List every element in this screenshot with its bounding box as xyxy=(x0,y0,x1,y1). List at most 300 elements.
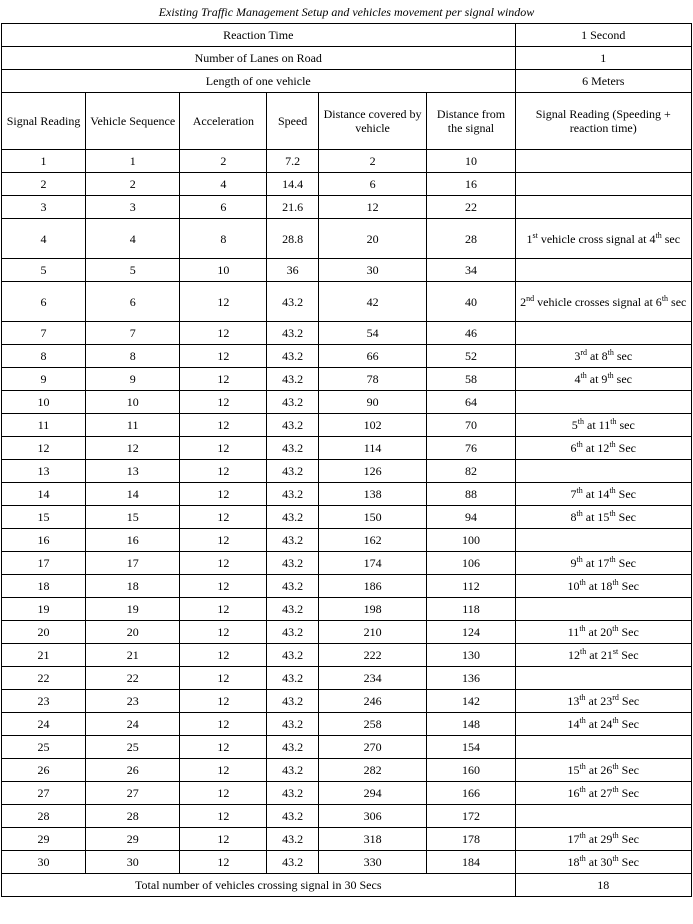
note-text: Sec xyxy=(615,441,636,455)
cell-speed: 28.8 xyxy=(267,219,318,259)
cell-speed: 43.2 xyxy=(267,322,318,345)
header-vehicle-sequence: Vehicle Sequence xyxy=(86,93,180,150)
note-text: at 11 xyxy=(584,418,611,432)
total-label: Total number of vehicles crossing signal in 30 Secs xyxy=(2,874,516,897)
table-row xyxy=(2,621,692,644)
note-ordinal-suffix: th xyxy=(579,831,586,840)
cell-speed: 43.2 xyxy=(267,552,318,575)
cell-acceleration: 12 xyxy=(180,736,267,759)
cell-acceleration: 12 xyxy=(180,759,267,782)
cell-distance-from-signal: 70 xyxy=(427,414,515,437)
note-text: 2 xyxy=(520,294,527,309)
cell-distance-covered: 6 xyxy=(318,173,427,196)
note-ordinal-suffix: th xyxy=(607,371,614,380)
table-row xyxy=(2,196,692,219)
cell-vehicle-sequence: 15 xyxy=(86,506,180,529)
cell-speed: 43.2 xyxy=(267,851,318,874)
cell-crossing-note xyxy=(515,782,691,805)
note-ordinal-suffix: th xyxy=(612,762,619,771)
cell-distance-from-signal: 178 xyxy=(427,828,515,851)
cell-crossing-note xyxy=(515,805,691,828)
cell-distance-covered: 78 xyxy=(318,368,427,391)
cell-speed: 43.2 xyxy=(267,621,318,644)
cell-signal-reading: 12 xyxy=(2,437,86,460)
cell-signal-reading: 18 xyxy=(2,575,86,598)
note-ordinal-suffix: rd xyxy=(612,693,619,702)
note-ordinal-suffix: th xyxy=(609,486,616,495)
note-text: at 26 xyxy=(585,763,613,777)
cell-distance-covered: 42 xyxy=(318,282,427,322)
cell-vehicle-sequence: 28 xyxy=(86,805,180,828)
cell-speed: 43.2 xyxy=(267,667,318,690)
table-row xyxy=(2,736,692,759)
cell-signal-reading: 22 xyxy=(2,667,86,690)
cell-crossing-note xyxy=(515,391,691,414)
cell-distance-from-signal: 124 xyxy=(427,621,515,644)
total-row xyxy=(2,874,692,897)
note-ordinal-suffix: th xyxy=(655,230,662,240)
table-row xyxy=(2,322,692,345)
cell-distance-from-signal: 142 xyxy=(427,690,515,713)
cell-signal-reading: 2 xyxy=(2,173,86,196)
note-ordinal-suffix: th xyxy=(609,555,616,564)
cell-distance-covered: 330 xyxy=(318,851,427,874)
cell-vehicle-sequence: 13 xyxy=(86,460,180,483)
note-text: 5 xyxy=(571,418,578,432)
cell-acceleration: 12 xyxy=(180,460,267,483)
cell-distance-covered: 198 xyxy=(318,598,427,621)
cell-signal-reading: 15 xyxy=(2,506,86,529)
note-text: 14 xyxy=(567,717,580,731)
cell-vehicle-sequence: 23 xyxy=(86,690,180,713)
note-text: 18 xyxy=(567,855,580,869)
note-text: sec xyxy=(668,294,687,309)
cell-signal-reading: 7 xyxy=(2,322,86,345)
cell-vehicle-sequence: 21 xyxy=(86,644,180,667)
note-text: at 12 xyxy=(582,441,610,455)
cell-acceleration: 12 xyxy=(180,345,267,368)
cell-signal-reading: 14 xyxy=(2,483,86,506)
cell-distance-covered: 306 xyxy=(318,805,427,828)
note-ordinal-suffix: th xyxy=(612,624,619,633)
cell-vehicle-sequence: 14 xyxy=(86,483,180,506)
note-text: sec xyxy=(613,349,633,363)
note-text: 15 xyxy=(567,763,580,777)
cell-vehicle-sequence: 30 xyxy=(86,851,180,874)
note-ordinal-suffix: st xyxy=(532,230,538,240)
cell-acceleration: 12 xyxy=(180,552,267,575)
cell-acceleration: 12 xyxy=(180,644,267,667)
cell-speed: 43.2 xyxy=(267,282,318,322)
traffic-signal-table xyxy=(1,1,692,897)
cell-signal-reading: 27 xyxy=(2,782,86,805)
cell-speed: 43.2 xyxy=(267,598,318,621)
note-ordinal-suffix: th xyxy=(576,555,583,564)
table-row xyxy=(2,150,692,173)
table-row xyxy=(2,644,692,667)
cell-acceleration: 12 xyxy=(180,782,267,805)
note-text: Sec xyxy=(618,648,639,662)
note-ordinal-suffix: th xyxy=(610,417,617,426)
cell-speed: 43.2 xyxy=(267,690,318,713)
note-text: Sec xyxy=(618,786,639,800)
cell-distance-from-signal: 16 xyxy=(427,173,515,196)
cell-distance-from-signal: 76 xyxy=(427,437,515,460)
note-text: at 23 xyxy=(585,694,613,708)
note-ordinal-suffix: th xyxy=(612,785,619,794)
note-text: Sec xyxy=(615,487,636,501)
cell-distance-covered: 30 xyxy=(318,259,427,282)
cell-vehicle-sequence: 29 xyxy=(86,828,180,851)
cell-speed: 43.2 xyxy=(267,736,318,759)
cell-vehicle-sequence: 17 xyxy=(86,552,180,575)
note-ordinal-suffix: th xyxy=(577,417,584,426)
note-text: at 30 xyxy=(585,855,613,869)
cell-speed: 14.4 xyxy=(267,173,318,196)
cell-distance-from-signal: 64 xyxy=(427,391,515,414)
cell-speed: 43.2 xyxy=(267,759,318,782)
cell-crossing-note xyxy=(515,690,691,713)
note-ordinal-suffix: th xyxy=(576,509,583,518)
table-row xyxy=(2,282,692,322)
cell-signal-reading: 30 xyxy=(2,851,86,874)
note-text: 3 xyxy=(574,349,581,363)
note-text: Sec xyxy=(618,579,639,593)
cell-distance-covered: 54 xyxy=(318,322,427,345)
cell-crossing-note xyxy=(515,529,691,552)
note-text: sec xyxy=(661,231,681,246)
cell-distance-covered: 222 xyxy=(318,644,427,667)
cell-speed: 43.2 xyxy=(267,391,318,414)
meta-label: Number of Lanes on Road xyxy=(2,47,516,70)
cell-vehicle-sequence: 20 xyxy=(86,621,180,644)
cell-signal-reading: 9 xyxy=(2,368,86,391)
table-row xyxy=(2,598,692,621)
note-ordinal-suffix: th xyxy=(579,693,586,702)
cell-speed: 43.2 xyxy=(267,828,318,851)
cell-signal-reading: 19 xyxy=(2,598,86,621)
cell-crossing-note xyxy=(515,483,691,506)
cell-signal-reading: 5 xyxy=(2,259,86,282)
cell-vehicle-sequence: 2 xyxy=(86,173,180,196)
note-text: Sec xyxy=(615,556,636,570)
cell-crossing-note xyxy=(515,736,691,759)
cell-distance-covered: 282 xyxy=(318,759,427,782)
cell-crossing-note xyxy=(515,621,691,644)
cell-vehicle-sequence: 24 xyxy=(86,713,180,736)
cell-vehicle-sequence: 9 xyxy=(86,368,180,391)
note-ordinal-suffix: th xyxy=(580,371,587,380)
note-text: sec xyxy=(616,418,635,432)
cell-acceleration: 12 xyxy=(180,282,267,322)
cell-signal-reading: 3 xyxy=(2,196,86,219)
cell-speed: 43.2 xyxy=(267,506,318,529)
cell-distance-from-signal: 58 xyxy=(427,368,515,391)
cell-distance-from-signal: 184 xyxy=(427,851,515,874)
cell-distance-covered: 20 xyxy=(318,219,427,259)
cell-signal-reading: 20 xyxy=(2,621,86,644)
note-text: at 15 xyxy=(582,510,610,524)
cell-acceleration: 12 xyxy=(180,529,267,552)
cell-crossing-note xyxy=(515,759,691,782)
cell-distance-from-signal: 112 xyxy=(427,575,515,598)
cell-signal-reading: 10 xyxy=(2,391,86,414)
header-signal-reading: Signal Reading xyxy=(2,93,86,150)
note-ordinal-suffix: th xyxy=(607,348,614,357)
cell-distance-covered: 186 xyxy=(318,575,427,598)
cell-speed: 43.2 xyxy=(267,805,318,828)
cell-signal-reading: 13 xyxy=(2,460,86,483)
table-row xyxy=(2,713,692,736)
cell-crossing-note xyxy=(515,219,691,259)
note-text: 1 xyxy=(526,231,533,246)
meta-value: 6 Meters xyxy=(515,70,691,93)
cell-crossing-note xyxy=(515,667,691,690)
cell-distance-from-signal: 52 xyxy=(427,345,515,368)
header-speed: Speed xyxy=(267,93,318,150)
note-ordinal-suffix: th xyxy=(609,509,616,518)
note-text: 17 xyxy=(567,832,580,846)
cell-crossing-note xyxy=(515,828,691,851)
cell-speed: 43.2 xyxy=(267,437,318,460)
table-caption: Existing Traffic Management Setup and vehicles movement per signal window xyxy=(2,1,692,24)
note-text: 16 xyxy=(567,786,580,800)
cell-crossing-note xyxy=(515,345,691,368)
note-text: 9 xyxy=(570,556,577,570)
note-text: 11 xyxy=(567,625,580,639)
table-row xyxy=(2,483,692,506)
cell-distance-covered: 270 xyxy=(318,736,427,759)
cell-vehicle-sequence: 11 xyxy=(86,414,180,437)
cell-signal-reading: 17 xyxy=(2,552,86,575)
cell-distance-from-signal: 88 xyxy=(427,483,515,506)
cell-vehicle-sequence: 22 xyxy=(86,667,180,690)
cell-vehicle-sequence: 27 xyxy=(86,782,180,805)
cell-acceleration: 4 xyxy=(180,173,267,196)
note-ordinal-suffix: th xyxy=(579,624,586,633)
cell-signal-reading: 23 xyxy=(2,690,86,713)
meta-row-lanes xyxy=(2,47,692,70)
note-ordinal-suffix: th xyxy=(612,854,619,863)
cell-distance-from-signal: 46 xyxy=(427,322,515,345)
cell-speed: 43.2 xyxy=(267,345,318,368)
cell-acceleration: 12 xyxy=(180,805,267,828)
meta-value: 1 xyxy=(515,47,691,70)
cell-vehicle-sequence: 3 xyxy=(86,196,180,219)
note-ordinal-suffix: th xyxy=(579,647,587,656)
cell-distance-covered: 174 xyxy=(318,552,427,575)
cell-signal-reading: 24 xyxy=(2,713,86,736)
note-text: at 14 xyxy=(582,487,610,501)
cell-acceleration: 12 xyxy=(180,828,267,851)
note-text: 13 xyxy=(567,694,580,708)
meta-row-reaction-time xyxy=(2,24,692,47)
note-text: Sec xyxy=(618,855,639,869)
note-text: 7 xyxy=(570,487,577,501)
header-distance-from-signal: Distance from the signal xyxy=(427,93,515,150)
cell-distance-covered: 90 xyxy=(318,391,427,414)
table-row xyxy=(2,759,692,782)
cell-acceleration: 12 xyxy=(180,506,267,529)
header-acceleration: Acceleration xyxy=(180,93,267,150)
header-distance-covered: Distance covered by vehicle xyxy=(318,93,427,150)
note-text: Sec xyxy=(618,625,639,639)
meta-row-vehicle-length xyxy=(2,70,692,93)
table-row xyxy=(2,414,692,437)
note-ordinal-suffix: st xyxy=(612,647,619,656)
cell-distance-from-signal: 34 xyxy=(427,259,515,282)
cell-vehicle-sequence: 1 xyxy=(86,150,180,173)
cell-distance-covered: 150 xyxy=(318,506,427,529)
note-ordinal-suffix: th xyxy=(612,578,619,587)
cell-signal-reading: 4 xyxy=(2,219,86,259)
cell-distance-covered: 126 xyxy=(318,460,427,483)
cell-speed: 43.2 xyxy=(267,644,318,667)
cell-speed: 43.2 xyxy=(267,368,318,391)
table-row xyxy=(2,690,692,713)
cell-acceleration: 12 xyxy=(180,598,267,621)
note-ordinal-suffix: th xyxy=(579,785,586,794)
table-row xyxy=(2,259,692,282)
cell-distance-from-signal: 154 xyxy=(427,736,515,759)
cell-vehicle-sequence: 10 xyxy=(86,391,180,414)
cell-distance-covered: 2 xyxy=(318,150,427,173)
cell-crossing-note xyxy=(515,368,691,391)
cell-speed: 43.2 xyxy=(267,575,318,598)
note-ordinal-suffix: th xyxy=(579,854,586,863)
table-row xyxy=(2,368,692,391)
cell-distance-from-signal: 130 xyxy=(427,644,515,667)
cell-distance-from-signal: 160 xyxy=(427,759,515,782)
cell-distance-from-signal: 166 xyxy=(427,782,515,805)
note-text: at 20 xyxy=(585,625,613,639)
cell-crossing-note xyxy=(515,414,691,437)
cell-signal-reading: 25 xyxy=(2,736,86,759)
note-text: Sec xyxy=(618,694,640,708)
cell-crossing-note xyxy=(515,282,691,322)
note-ordinal-suffix: th xyxy=(612,716,619,725)
cell-distance-covered: 234 xyxy=(318,667,427,690)
cell-acceleration: 10 xyxy=(180,259,267,282)
note-ordinal-suffix: th xyxy=(612,831,619,840)
cell-signal-reading: 8 xyxy=(2,345,86,368)
cell-vehicle-sequence: 4 xyxy=(86,219,180,259)
cell-crossing-note xyxy=(515,644,691,667)
cell-crossing-note xyxy=(515,598,691,621)
cell-distance-from-signal: 40 xyxy=(427,282,515,322)
note-text: Sec xyxy=(618,763,639,777)
note-text: at 27 xyxy=(585,786,613,800)
cell-acceleration: 12 xyxy=(180,483,267,506)
meta-label: Length of one vehicle xyxy=(2,70,516,93)
cell-distance-covered: 318 xyxy=(318,828,427,851)
cell-vehicle-sequence: 26 xyxy=(86,759,180,782)
cell-distance-from-signal: 172 xyxy=(427,805,515,828)
cell-distance-covered: 138 xyxy=(318,483,427,506)
note-ordinal-suffix: th xyxy=(579,716,586,725)
cell-speed: 36 xyxy=(267,259,318,282)
cell-speed: 43.2 xyxy=(267,460,318,483)
cell-distance-covered: 210 xyxy=(318,621,427,644)
cell-speed: 21.6 xyxy=(267,196,318,219)
table-row xyxy=(2,552,692,575)
cell-speed: 43.2 xyxy=(267,782,318,805)
cell-vehicle-sequence: 19 xyxy=(86,598,180,621)
note-ordinal-suffix: rd xyxy=(580,348,587,357)
cell-crossing-note xyxy=(515,196,691,219)
cell-speed: 7.2 xyxy=(267,150,318,173)
cell-vehicle-sequence: 7 xyxy=(86,322,180,345)
cell-distance-covered: 246 xyxy=(318,690,427,713)
note-ordinal-suffix: th xyxy=(609,440,616,449)
total-value: 18 xyxy=(515,874,691,897)
cell-acceleration: 12 xyxy=(180,437,267,460)
cell-signal-reading: 26 xyxy=(2,759,86,782)
table-row xyxy=(2,851,692,874)
cell-signal-reading: 28 xyxy=(2,805,86,828)
cell-acceleration: 12 xyxy=(180,368,267,391)
cell-crossing-note xyxy=(515,575,691,598)
table-row xyxy=(2,345,692,368)
cell-vehicle-sequence: 25 xyxy=(86,736,180,759)
note-text: at 18 xyxy=(585,579,613,593)
note-text: 4 xyxy=(574,372,581,386)
cell-acceleration: 12 xyxy=(180,391,267,414)
cell-distance-covered: 294 xyxy=(318,782,427,805)
cell-acceleration: 2 xyxy=(180,150,267,173)
cell-distance-covered: 66 xyxy=(318,345,427,368)
table-row xyxy=(2,828,692,851)
header-row xyxy=(2,93,692,150)
cell-distance-from-signal: 94 xyxy=(427,506,515,529)
table-row xyxy=(2,219,692,259)
cell-signal-reading: 11 xyxy=(2,414,86,437)
cell-distance-covered: 12 xyxy=(318,196,427,219)
table-row xyxy=(2,529,692,552)
cell-speed: 43.2 xyxy=(267,483,318,506)
note-ordinal-suffix: th xyxy=(579,762,586,771)
cell-acceleration: 12 xyxy=(180,713,267,736)
cell-acceleration: 8 xyxy=(180,219,267,259)
cell-acceleration: 12 xyxy=(180,690,267,713)
cell-vehicle-sequence: 16 xyxy=(86,529,180,552)
note-ordinal-suffix: th xyxy=(661,293,669,303)
cell-vehicle-sequence: 5 xyxy=(86,259,180,282)
cell-distance-from-signal: 10 xyxy=(427,150,515,173)
cell-distance-covered: 258 xyxy=(318,713,427,736)
cell-distance-from-signal: 148 xyxy=(427,713,515,736)
note-ordinal-suffix: th xyxy=(576,440,583,449)
cell-distance-from-signal: 28 xyxy=(427,219,515,259)
cell-distance-from-signal: 100 xyxy=(427,529,515,552)
cell-acceleration: 6 xyxy=(180,196,267,219)
note-text: at 24 xyxy=(585,717,613,731)
cell-acceleration: 12 xyxy=(180,851,267,874)
table-row xyxy=(2,782,692,805)
cell-crossing-note xyxy=(515,851,691,874)
cell-signal-reading: 29 xyxy=(2,828,86,851)
note-text: at 29 xyxy=(585,832,613,846)
cell-vehicle-sequence: 6 xyxy=(86,282,180,322)
cell-crossing-note xyxy=(515,713,691,736)
cell-crossing-note xyxy=(515,173,691,196)
cell-distance-from-signal: 82 xyxy=(427,460,515,483)
note-text: at 9 xyxy=(586,372,608,386)
cell-speed: 43.2 xyxy=(267,713,318,736)
note-text: vehicle crosses signal at 6 xyxy=(534,294,662,309)
note-text: 10 xyxy=(567,579,580,593)
table-row xyxy=(2,667,692,690)
